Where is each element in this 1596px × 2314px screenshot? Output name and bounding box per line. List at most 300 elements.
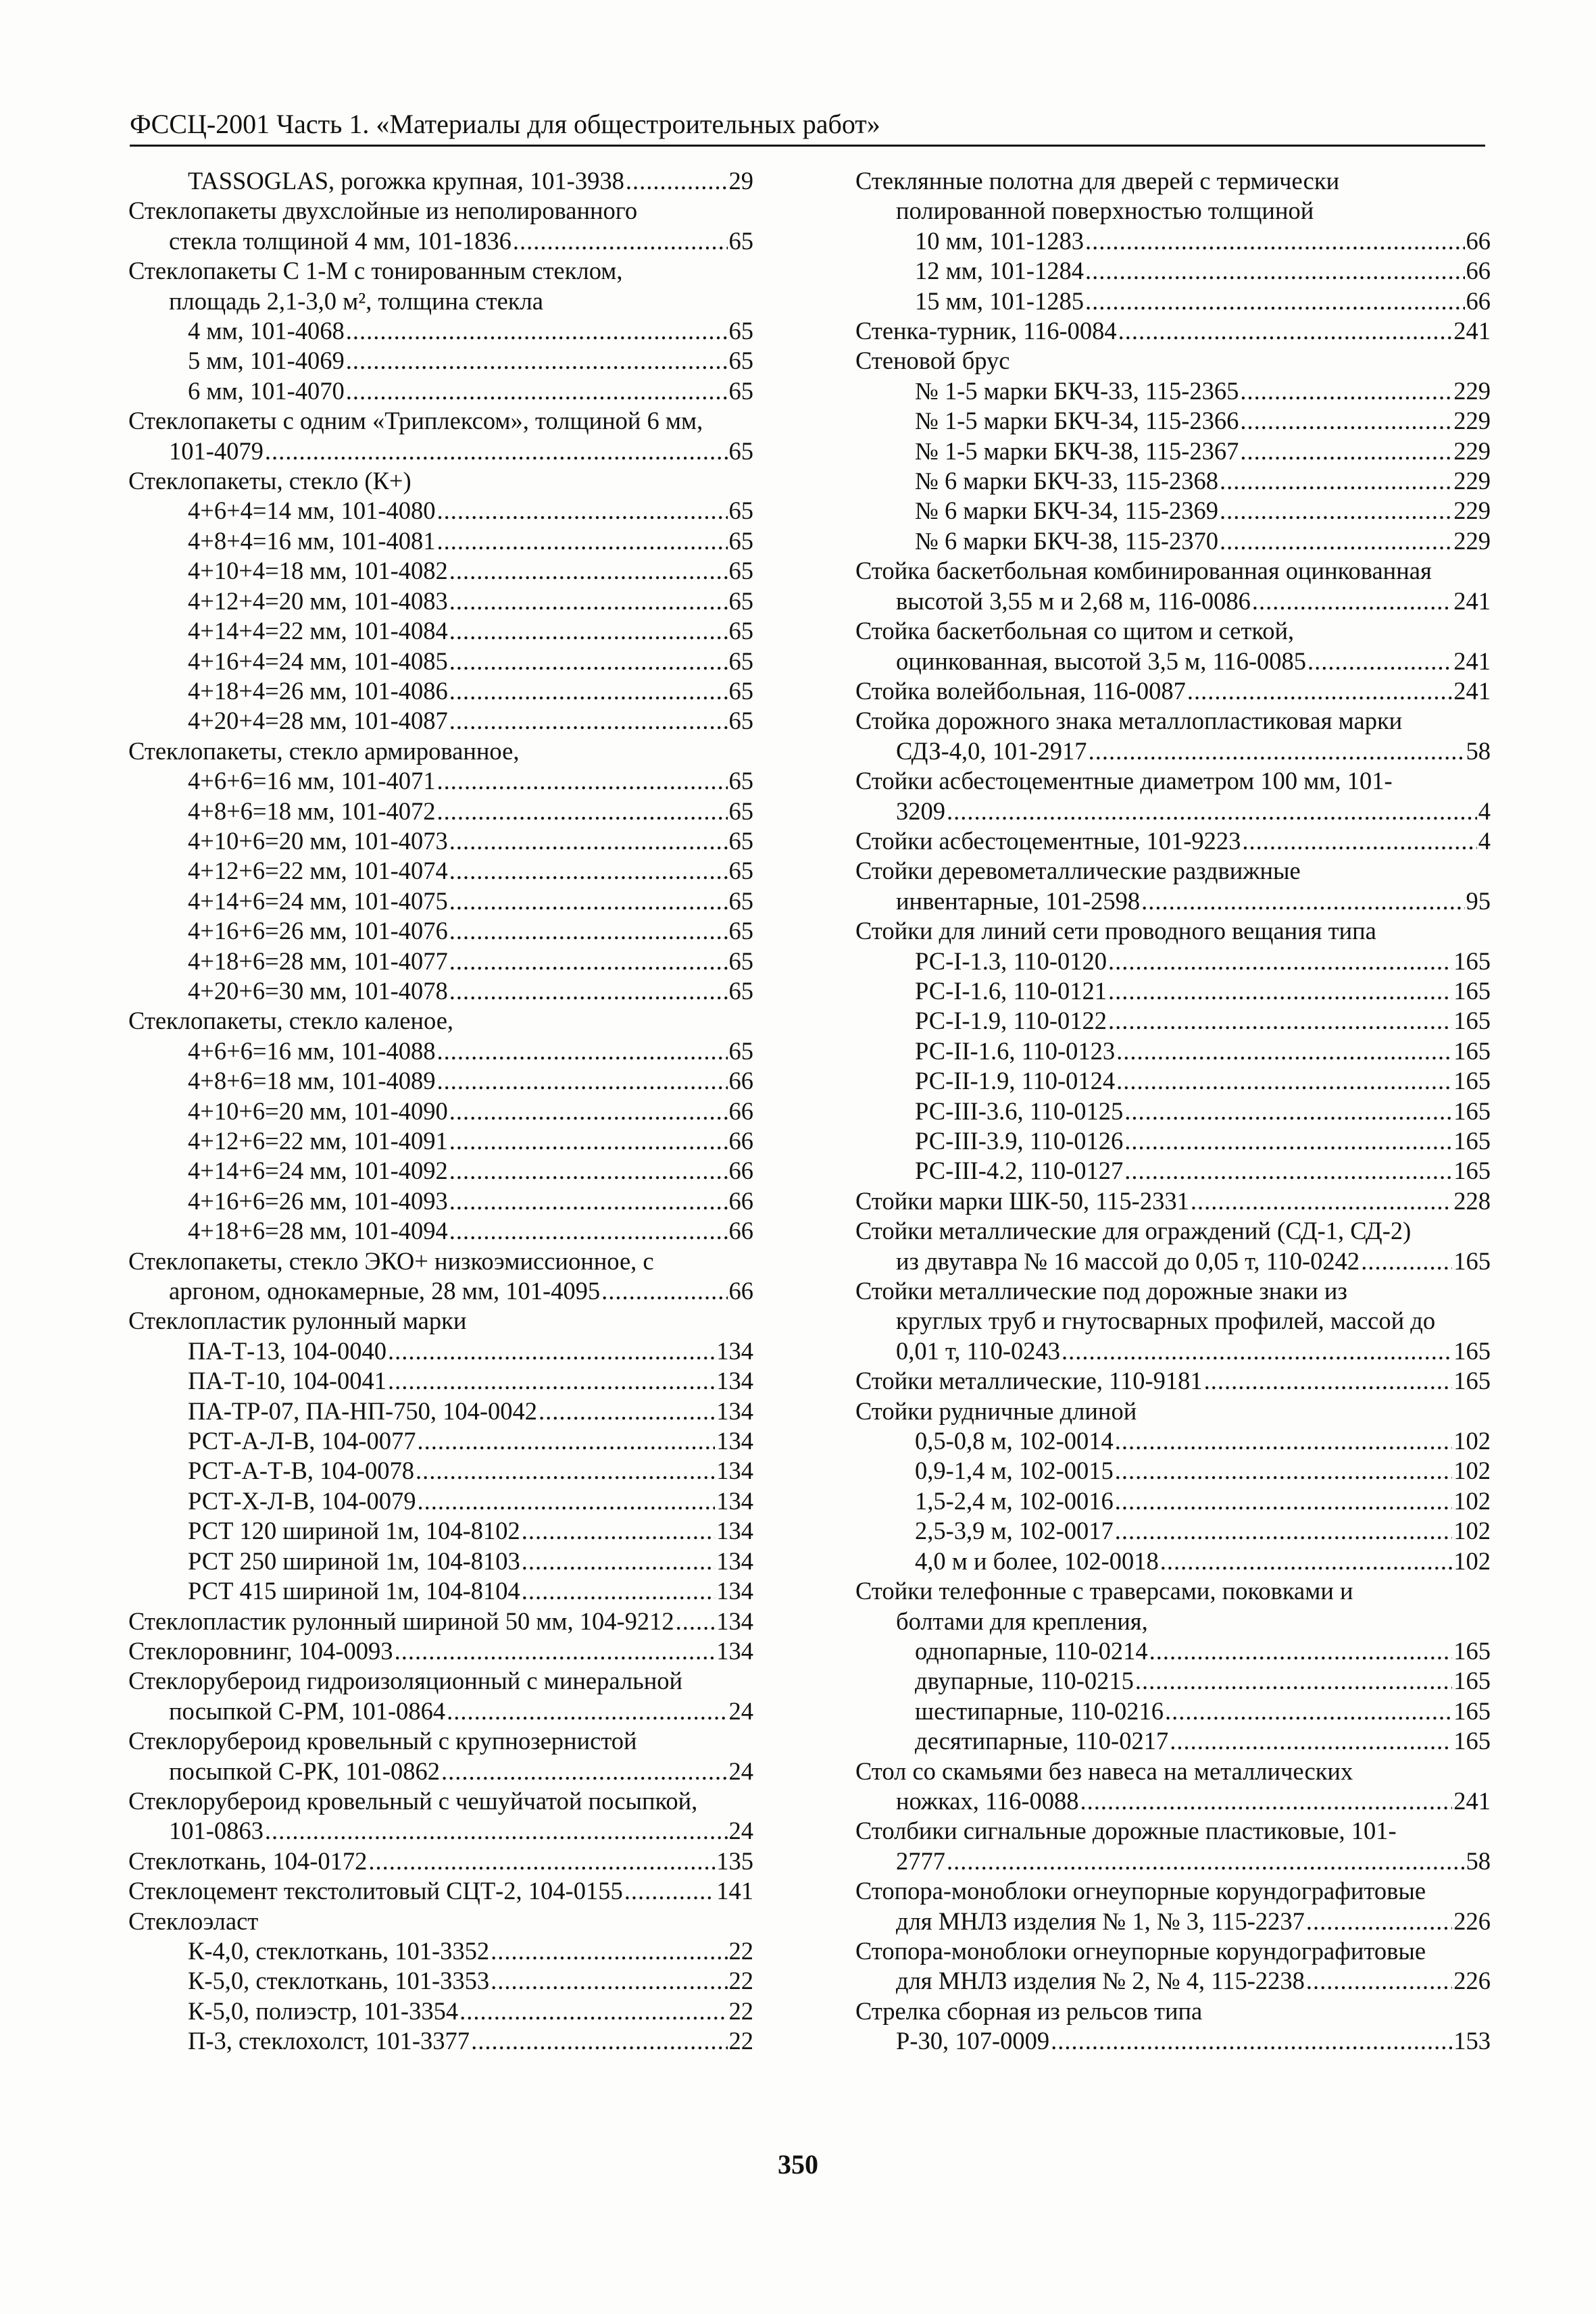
page-reference: 4 — [1478, 797, 1491, 825]
index-entry — [128, 736, 753, 766]
dot-leader — [1240, 436, 1452, 466]
running-header — [130, 108, 1485, 147]
entry-line — [128, 1036, 753, 1066]
page-reference: 134 — [716, 1397, 753, 1425]
page-reference: 134 — [716, 1636, 753, 1665]
entry-line — [855, 496, 1491, 526]
entry-line — [128, 316, 753, 346]
page-reference: 58 — [1466, 736, 1491, 765]
page-reference: 165 — [1453, 1727, 1491, 1755]
entry-text-line: Стойки асбестоцементные диаметром 100 мм, 101- — [855, 767, 1393, 795]
index-entry — [128, 196, 753, 256]
entry-label: 3209 — [896, 797, 945, 825]
index-entry — [855, 556, 1491, 616]
page-reference: 65 — [728, 917, 753, 945]
dot-leader — [1062, 1336, 1452, 1366]
index-entry — [128, 1216, 753, 1246]
dot-leader — [491, 1966, 727, 1996]
index-entry — [128, 1636, 753, 1666]
entry-text-line: Стеклопакеты, стекло ЭКО+ низкоэмиссионное, с — [128, 1247, 654, 1275]
index-entry — [128, 1066, 753, 1096]
entry-text-line: Стопора-моноблоки огнеупорные корундографитовые — [855, 1877, 1426, 1905]
entry-line — [128, 1696, 753, 1726]
entry-label: посыпкой С-РМ, 101-0864 — [169, 1696, 446, 1725]
entry-line — [128, 556, 753, 586]
entry-line — [128, 1576, 753, 1606]
entry-line — [855, 316, 1491, 346]
entry-line — [128, 1426, 753, 1456]
entry-label: 4+12+4=20 мм, 101-4083 — [188, 586, 448, 615]
page-reference: 165 — [1453, 1336, 1491, 1365]
entry-line — [855, 1786, 1491, 1816]
dot-leader — [947, 797, 1477, 826]
entry-line — [128, 1186, 753, 1216]
entry-line — [128, 436, 753, 466]
page-reference: 134 — [716, 1486, 753, 1515]
page-reference: 102 — [1453, 1457, 1491, 1485]
dot-leader — [437, 1066, 727, 1096]
entry-text-line: Стеклопакеты с одним «Триплексом», толщиной 6 мм, — [128, 407, 703, 435]
entry-line — [128, 1397, 753, 1426]
index-entry — [855, 1276, 1491, 1366]
entry-label: К-4,0, стеклоткань, 101-3352 — [188, 1936, 490, 1965]
dot-leader — [1085, 256, 1465, 286]
page-reference: 65 — [728, 1036, 753, 1065]
index-entry — [855, 1126, 1491, 1156]
entry-label: 4+18+6=28 мм, 101-4077 — [188, 947, 448, 975]
entry-label: 1,5-2,4 м, 102-0016 — [915, 1486, 1114, 1515]
entry-line — [855, 1156, 1491, 1186]
index-entry — [128, 647, 753, 676]
page-reference: 65 — [728, 707, 753, 735]
page-reference: 165 — [1453, 1696, 1491, 1725]
index-entry — [855, 706, 1491, 766]
dot-leader — [449, 586, 728, 616]
entry-line — [855, 226, 1491, 256]
entry-line — [855, 797, 1491, 826]
dot-leader — [449, 647, 728, 676]
index-entry — [855, 526, 1491, 556]
entry-line — [128, 886, 753, 916]
entry-label: № 6 марки БКЧ-34, 115-2369 — [915, 497, 1219, 525]
page-reference: 29 — [728, 167, 753, 195]
dot-leader — [626, 166, 728, 196]
index-entry — [128, 616, 753, 646]
entry-label: для МНЛЗ изделия № 2, № 4, 115-2238 — [896, 1967, 1305, 1995]
entry-label: 4+18+6=28 мм, 101-4094 — [188, 1217, 448, 1245]
dot-leader — [1116, 1066, 1452, 1096]
dot-leader — [1306, 1966, 1452, 1996]
index-entry — [128, 1666, 753, 1726]
entry-text-line: Стойка дорожного знака металлопластиковая марки — [855, 707, 1403, 735]
page-reference: 134 — [716, 1607, 753, 1635]
index-entry — [855, 916, 1491, 946]
page-reference: 22 — [728, 1936, 753, 1965]
entry-label: Стеклопластик рулонный шириной 50 мм, 104-9212 — [128, 1607, 674, 1635]
entry-text-line: Стеклорубероид кровельный с крупнозернистой — [128, 1727, 637, 1755]
dot-leader — [449, 556, 728, 586]
index-entry — [855, 616, 1491, 676]
index-entry — [128, 1426, 753, 1456]
dot-leader — [1124, 1126, 1452, 1156]
dot-leader — [1108, 947, 1452, 976]
dot-leader — [522, 1546, 715, 1576]
dot-leader — [368, 1846, 715, 1876]
dot-leader — [471, 2026, 727, 2056]
page-reference: 229 — [1453, 436, 1491, 465]
entry-line — [855, 286, 1491, 316]
page-reference: 65 — [728, 797, 753, 825]
index-entry — [855, 1546, 1491, 1576]
page-reference: 66 — [1466, 226, 1491, 255]
dot-leader — [437, 797, 727, 826]
dot-leader — [1108, 1006, 1452, 1036]
entry-label: 4+12+6=22 мм, 101-4074 — [188, 857, 448, 885]
entry-label: 4+6+4=14 мм, 101-4080 — [188, 497, 436, 525]
page-reference: 165 — [1453, 1247, 1491, 1275]
entry-label: Стенка-турник, 116-0084 — [855, 317, 1117, 345]
dot-leader — [1135, 1666, 1452, 1696]
dot-leader — [1191, 1186, 1452, 1216]
dot-leader — [1165, 1696, 1452, 1726]
dot-leader — [1149, 1636, 1453, 1666]
index-entry — [128, 1456, 753, 1486]
dot-leader — [1051, 2026, 1452, 2056]
dot-leader — [459, 1996, 727, 2026]
page-reference: 226 — [1453, 1907, 1491, 1935]
entry-line — [855, 826, 1491, 856]
entry-line — [128, 1846, 753, 1876]
entry-line — [855, 1696, 1491, 1726]
index-entry — [128, 1876, 753, 1906]
dot-leader — [346, 316, 728, 346]
dot-leader — [449, 916, 728, 946]
dot-leader — [437, 496, 727, 526]
entry-text-line: Стеклопакеты двухслойные из неполированного — [128, 197, 638, 225]
entry-label: двупарные, 110-0215 — [915, 1667, 1134, 1695]
index-entry — [128, 886, 753, 916]
entry-text-line: Столбики сигнальные дорожные пластиковые, 101- — [855, 1817, 1397, 1845]
entry-label: РС-II-1.9, 110-0124 — [915, 1067, 1116, 1095]
entry-label: ПА-ТР-07, ПА-НП-750, 104-0042 — [188, 1397, 538, 1425]
page-reference: 134 — [716, 1457, 753, 1485]
index-entry — [855, 1696, 1491, 1726]
entry-line — [855, 1636, 1491, 1666]
index-entry — [855, 1636, 1491, 1666]
entry-line — [128, 1966, 753, 1996]
index-entry — [855, 1726, 1491, 1756]
entry-line — [128, 1366, 753, 1396]
index-entry — [128, 1907, 753, 1936]
entry-label: 4,0 м и более, 102-0018 — [915, 1546, 1159, 1575]
entry-line — [855, 436, 1491, 466]
entry-text-line: Стойки телефонные с траверсами, поковками и — [855, 1577, 1353, 1605]
page-reference: 65 — [728, 617, 753, 645]
entry-label: РСТ-Х-Л-В, 104-0079 — [188, 1486, 416, 1515]
entry-label: 4+6+6=16 мм, 101-4071 — [188, 767, 436, 795]
page-reference: 65 — [728, 317, 753, 345]
entry-label: 4+20+4=28 мм, 101-4087 — [188, 707, 448, 735]
index-entry — [128, 466, 753, 496]
page-reference: 22 — [728, 1996, 753, 2025]
dot-leader — [1220, 526, 1452, 556]
page-reference: 66 — [1466, 286, 1491, 315]
page-reference: 102 — [1453, 1546, 1491, 1575]
dot-leader — [1118, 316, 1453, 346]
entry-label: 4+16+4=24 мм, 101-4085 — [188, 647, 448, 675]
index-entry — [128, 586, 753, 616]
index-entry — [855, 1216, 1491, 1276]
entry-line — [855, 1336, 1491, 1366]
entry-text-line: болтами для крепления, — [896, 1607, 1148, 1635]
index-entry — [855, 1486, 1491, 1516]
index-entry — [855, 1576, 1491, 1636]
entry-label: 4+12+6=22 мм, 101-4091 — [188, 1127, 448, 1155]
page-reference: 229 — [1453, 407, 1491, 435]
dot-leader — [1085, 286, 1465, 316]
entry-line — [128, 1636, 753, 1666]
entry-line — [855, 376, 1491, 406]
entry-label: 4+14+6=24 мм, 101-4075 — [188, 886, 448, 915]
entry-text-line: Стеновой брус — [855, 347, 1010, 375]
page-reference: 165 — [1453, 1097, 1491, 1125]
entry-label: РС-III-3.9, 110-0126 — [915, 1127, 1124, 1155]
entry-line — [128, 376, 753, 406]
entry-line — [128, 1816, 753, 1846]
entry-label: 4+8+4=16 мм, 101-4081 — [188, 526, 436, 555]
entry-label: 5 мм, 101-4069 — [188, 347, 345, 375]
entry-label: 4+14+4=22 мм, 101-4084 — [188, 617, 448, 645]
entry-label: 4+18+4=26 мм, 101-4086 — [188, 676, 448, 705]
entry-line — [855, 406, 1491, 436]
dot-leader — [1115, 1426, 1452, 1456]
entry-label: Стойки марки ШК-50, 115-2331 — [855, 1186, 1189, 1215]
entry-text-line: Стеклопакеты, стекло армированное, — [128, 736, 520, 765]
entry-label: посыпкой С-РК, 101-0862 — [169, 1757, 441, 1785]
entry-line — [855, 1846, 1491, 1876]
index-entry — [855, 856, 1491, 916]
entry-line — [128, 1607, 753, 1636]
entry-label: 101-4079 — [169, 436, 264, 465]
entry-label: Стойки асбестоцементные, 101-9223 — [855, 826, 1241, 855]
entry-label: Стойки металлические, 110-9181 — [855, 1367, 1203, 1395]
page-reference: 24 — [728, 1696, 753, 1725]
dot-leader — [388, 1336, 715, 1366]
entry-line — [128, 1757, 753, 1786]
dot-leader — [1108, 976, 1452, 1006]
entry-label: 4+8+6=18 мм, 101-4089 — [188, 1067, 436, 1095]
page-reference: 66 — [728, 1157, 753, 1185]
entry-text-line: Стеклорубероид гидроизоляционный с минеральной — [128, 1667, 683, 1695]
page-reference: 58 — [1466, 1846, 1491, 1875]
entry-label: шестипарные, 110-0216 — [915, 1696, 1164, 1725]
entry-label: высотой 3,55 м и 2,68 м, 116-0086 — [896, 586, 1251, 615]
entry-label: 4 мм, 101-4068 — [188, 317, 345, 345]
page-reference: 65 — [728, 557, 753, 585]
index-entry — [128, 2026, 753, 2056]
entry-text-line: Стеклопакеты, стекло (К+) — [128, 467, 412, 495]
index-entry — [128, 916, 753, 946]
page-reference: 134 — [716, 1336, 753, 1365]
entry-line — [128, 1546, 753, 1576]
index-entry — [128, 346, 753, 376]
dot-leader — [1220, 466, 1452, 496]
entry-text-line: Стойки деревометаллические раздвижные — [855, 857, 1301, 885]
page-reference: 65 — [728, 586, 753, 615]
entry-label: РС-I-1.9, 110-0122 — [915, 1007, 1107, 1035]
entry-text-line: Стрелка сборная из рельсов типа — [855, 1996, 1203, 2025]
entry-line — [128, 496, 753, 526]
entry-label: 4+10+6=20 мм, 101-4090 — [188, 1097, 448, 1125]
index-entry — [128, 766, 753, 796]
entry-text-line: Стеклопакеты С 1-М с тонированным стеклом, — [128, 257, 623, 285]
entry-line — [855, 1126, 1491, 1156]
entry-label: № 6 марки БКЧ-33, 115-2368 — [915, 467, 1219, 495]
entry-line — [128, 1936, 753, 1966]
dot-leader — [449, 856, 728, 886]
dot-leader — [1240, 406, 1452, 436]
dot-leader — [522, 1576, 715, 1606]
page-reference: 65 — [728, 497, 753, 525]
index-entry — [128, 1247, 753, 1307]
entry-label: СДЗ-4,0, 101-2917 — [896, 736, 1087, 765]
dot-leader — [522, 1516, 715, 1546]
dot-leader — [1306, 1907, 1452, 1936]
entry-label: 10 мм, 101-1283 — [915, 226, 1084, 255]
index-entry — [128, 1516, 753, 1546]
index-entry — [855, 496, 1491, 526]
index-entry — [128, 676, 753, 706]
dot-leader — [265, 436, 728, 466]
page-reference: 66 — [728, 1186, 753, 1215]
entry-label: РСТ 415 шириной 1м, 104-8104 — [188, 1577, 520, 1605]
entry-text-line: Стеклопластик рулонный марки — [128, 1307, 467, 1335]
dot-leader — [437, 526, 727, 556]
entry-label: TASSOGLAS, рогожка крупная, 101-3938 — [188, 167, 624, 195]
page-reference: 65 — [728, 226, 753, 255]
dot-leader — [513, 226, 728, 256]
entry-label: РСТ 120 шириной 1м, 104-8102 — [188, 1517, 520, 1545]
entry-line — [128, 1876, 753, 1906]
entry-line — [128, 856, 753, 886]
entry-label: 2777 — [896, 1846, 945, 1875]
entry-line — [128, 1456, 753, 1486]
dot-leader — [539, 1397, 715, 1426]
index-entry — [128, 556, 753, 586]
page-reference: 165 — [1453, 947, 1491, 975]
index-entry — [128, 316, 753, 346]
index-entry — [855, 1036, 1491, 1066]
entry-label: 4+14+6=24 мм, 101-4092 — [188, 1157, 448, 1185]
entry-line — [128, 647, 753, 676]
entry-line — [128, 1276, 753, 1306]
index-entry — [128, 496, 753, 526]
entry-line — [128, 2026, 753, 2056]
dot-leader — [1170, 1726, 1452, 1756]
dot-leader — [1115, 1486, 1452, 1516]
index-entry — [855, 976, 1491, 1006]
page-reference: 65 — [728, 436, 753, 465]
page-reference: 102 — [1453, 1427, 1491, 1455]
page-reference: 65 — [728, 676, 753, 705]
index-entry — [128, 706, 753, 736]
page-reference: 65 — [728, 767, 753, 795]
index-entry — [855, 166, 1491, 226]
index-entry — [855, 316, 1491, 346]
dot-leader — [1307, 647, 1452, 676]
entry-line — [128, 226, 753, 256]
entry-label: 4+16+6=26 мм, 101-4076 — [188, 917, 448, 945]
entry-label: № 1-5 марки БКЧ-33, 115-2365 — [915, 376, 1239, 405]
page-reference: 229 — [1453, 526, 1491, 555]
dot-leader — [1124, 1156, 1452, 1186]
entry-line — [855, 1456, 1491, 1486]
entry-label: № 1-5 марки БКЧ-38, 115-2367 — [915, 436, 1239, 465]
index-entry — [128, 1966, 753, 1996]
index-entry — [128, 1936, 753, 1966]
index-entry — [855, 947, 1491, 976]
page-reference: 22 — [728, 2027, 753, 2055]
entry-line — [855, 1546, 1491, 1576]
entry-line — [855, 466, 1491, 496]
entry-text-line: Стеклопакеты, стекло каленое, — [128, 1007, 454, 1035]
page-reference: 65 — [728, 976, 753, 1005]
entry-label: РСТ-А-Т-В, 104-0078 — [188, 1457, 415, 1485]
index-entry — [855, 1876, 1491, 1936]
page-reference: 229 — [1453, 376, 1491, 405]
entry-text-line: Стойки рудничные длиной — [855, 1397, 1137, 1425]
entry-label: аргоном, однокамерные, 28 мм, 101-4095 — [169, 1277, 601, 1305]
entry-line — [128, 797, 753, 826]
index-entry — [128, 1846, 753, 1876]
page-reference: 65 — [728, 826, 753, 855]
dot-leader — [265, 1816, 728, 1846]
entry-line — [855, 1036, 1491, 1066]
dot-leader — [449, 1126, 728, 1156]
page-reference: 22 — [728, 1967, 753, 1995]
index-entry — [128, 856, 753, 886]
dot-leader — [437, 1036, 727, 1066]
index-entry — [855, 1097, 1491, 1126]
index-entry — [855, 1426, 1491, 1456]
page-reference: 165 — [1453, 1157, 1491, 1185]
page-reference: 165 — [1453, 1036, 1491, 1065]
dot-leader — [601, 1276, 727, 1306]
page-reference: 153 — [1453, 2027, 1491, 2055]
page-reference: 95 — [1466, 886, 1491, 915]
index-entry — [128, 976, 753, 1006]
entry-label: К-5,0, полиэстр, 101-3354 — [188, 1996, 459, 2025]
entry-text-line: Стойки для линий сети проводного вещания типа — [855, 917, 1376, 945]
page-reference: 134 — [716, 1367, 753, 1395]
index-entry — [128, 1156, 753, 1186]
index-entry — [855, 1757, 1491, 1817]
entry-line — [855, 586, 1491, 616]
page-reference: 66 — [728, 1217, 753, 1245]
entry-label: РСТ-А-Л-В, 104-0077 — [188, 1427, 416, 1455]
index-entry — [128, 1036, 753, 1066]
index-column-right — [855, 166, 1491, 2057]
entry-label: К-5,0, стеклоткань, 101-3353 — [188, 1967, 490, 1995]
page-reference: 65 — [728, 526, 753, 555]
index-entry — [128, 1726, 753, 1786]
entry-label: 0,9-1,4 м, 102-0015 — [915, 1457, 1114, 1485]
entry-label: 4+16+6=26 мм, 101-4093 — [188, 1186, 448, 1215]
dot-leader — [449, 886, 728, 916]
entry-line — [128, 947, 753, 976]
index-entry — [855, 826, 1491, 856]
page-reference: 226 — [1453, 1967, 1491, 1995]
